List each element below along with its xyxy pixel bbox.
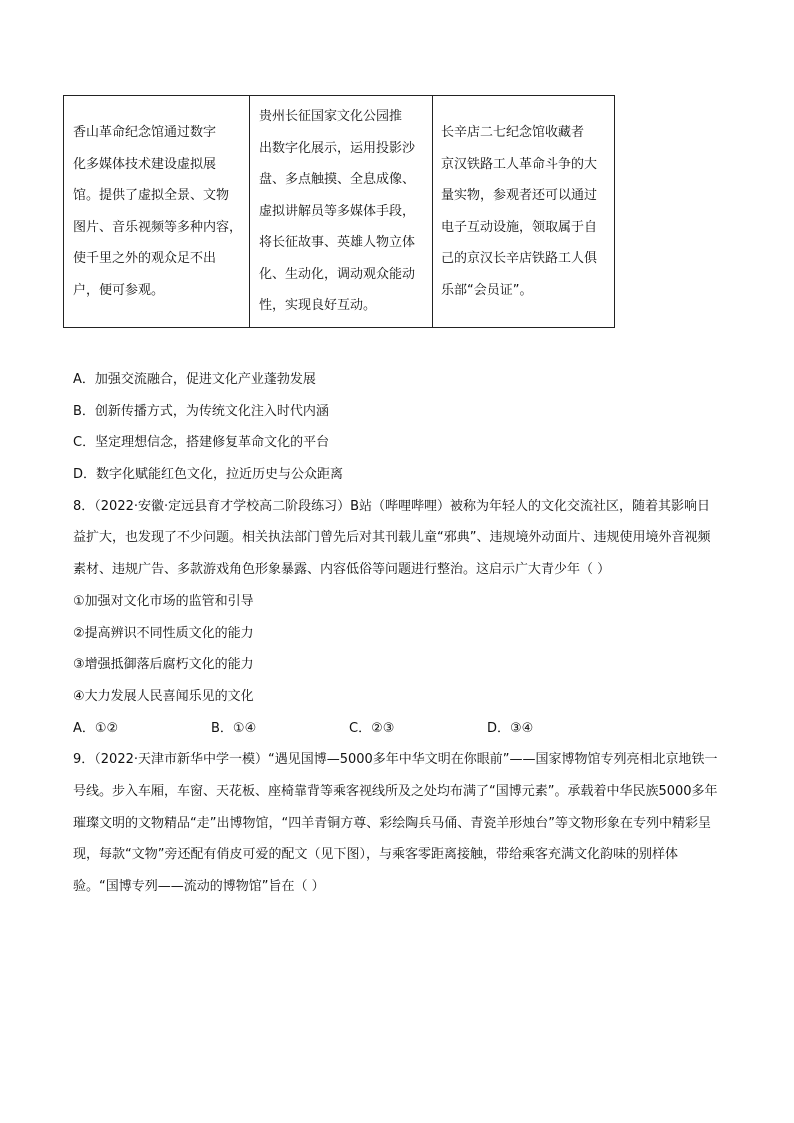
table-cell-guizhou: 贵州长征国家文化公园推 出数字化展示，运用投影沙 盘、多点触摸、全息成像、 虚拟讲解员等多媒体手段， 将长征故事、英雄人物立体 化、生动化，调动观众能动 性，实现良好互动。 [249, 96, 432, 327]
table-cell-xiangshan: 香山革命纪念馆通过数字 化多媒体技术建设虚拟展 馆。提供了虚拟全景、文物 图片、音乐视频等多种内容， 使千里之外的观众足不出 户，便可参观。 [73, 125, 243, 298]
question-content [73, 364, 723, 903]
q8-stem: 8．（2022·安徽·定远县育才学校高二阶段练习）B站（哔哩哔哩）被称为年轻人的文化交流社区，随着其影响日益扩大，也发现了不少问题。相关执法部门曾先后对其刊载儿童“邪典”、违规境外动面片、违规使用境外音视频素材、违规广告、多款游戏角色形象暴露、内容低俗等问题进行整治。这启示广大青少年（ ） [73, 498, 711, 578]
q8-choice-a: A．①② [73, 720, 119, 736]
q8-choice-b: B．①④ [211, 720, 257, 736]
q8-item-2: ②提高辨识不同性质文化的能力 [73, 625, 254, 641]
q8-choice-d: D．③④ [487, 720, 534, 736]
q7-option-b: B．创新传播方式，为传统文化注入时代内涵 [73, 403, 329, 419]
q7-option-a: A．加强交流融合，促进文化产业蓬勃发展 [73, 372, 316, 387]
museum-comparison-table [63, 95, 615, 328]
q8-choices [73, 713, 723, 745]
q8-item-4: ④大力发展人民喜闻乐见的文化 [73, 688, 254, 704]
q8-item-3: ③增强抵御落后腐朽文化的能力 [73, 657, 254, 673]
q8-item-1: ①加强对文化市场的监管和引导 [73, 593, 254, 609]
q7-option-c: C．坚定理想信念，搭建修复革命文化的平台 [73, 435, 330, 451]
table-cell-changxindian: 长辛店二七纪念馆收藏者 京汉铁路工人革命斗争的大 量实物，参观者还可以通过 电子互动设施，领取属于自 己的京汉长辛店铁路工人俱 乐部“会员证”。 [432, 96, 614, 327]
q9-stem: 9．（2022·天津市新华中学一模）“遇见国博—5000多年中华文明在你眼前”——国家博物馆专列亮相北京地铁一号线。步入车厢，车窗、天花板、座椅靠背等乘客视线所及之处均布满了“国博元素”。承载着中华民族5000多年璀璨文明的文物精品“走”出博物馆，“四羊青铜方尊、彩绘陶兵马俑、青瓷羊形烛台”等文物形象在专列中精彩呈现，每款“文物”旁还配有俏皮可爱的配文（见下图），与乘客零距离接触，带给乘客充满文化韵味的别样体验。“国博专列——流动的博物馆”旨在（ ） [73, 752, 718, 895]
q7-option-d: D．数字化赋能红色文化，拉近历史与公众距离 [73, 467, 344, 483]
q8-choice-c: C．②③ [349, 720, 395, 736]
